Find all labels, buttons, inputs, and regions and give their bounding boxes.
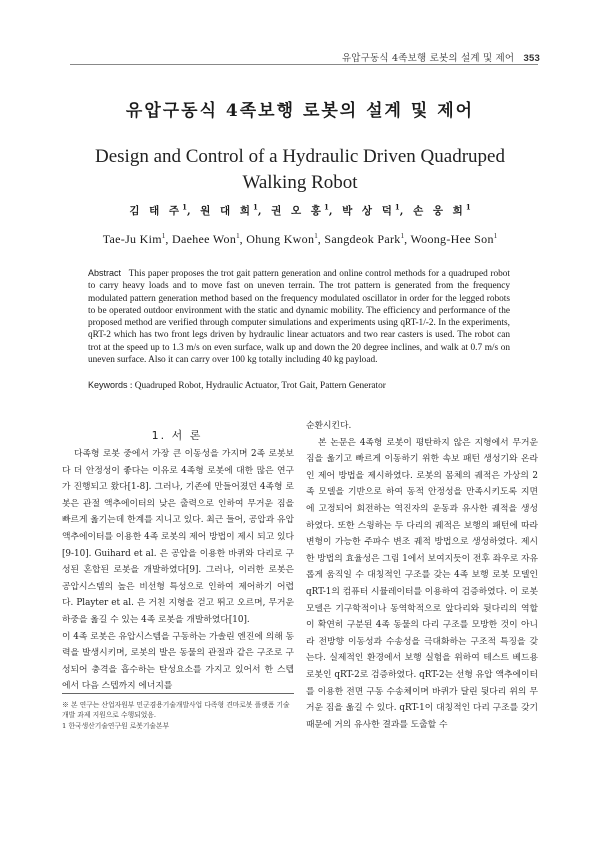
author-affiliation-mark: 1 xyxy=(400,232,405,240)
footnote-funding: ※ 본 연구는 산업자원부 민군겸용기술개발사업 다족형 견마로봇 플랫폼 기술개발 과제 지원으로 수행되었음. xyxy=(62,701,290,719)
page-number: 353 xyxy=(523,53,540,64)
keywords-text: Quadruped Robot, Hydraulic Actuator, Trot Gait, Pattern Generator xyxy=(134,381,386,391)
footnotes xyxy=(62,700,294,732)
author-affiliation-mark: 1 xyxy=(323,202,329,212)
author-name: 김 태 주 xyxy=(129,205,183,217)
abstract xyxy=(88,267,510,366)
author-affiliation-mark: 1 xyxy=(314,232,318,240)
keywords-label: Keywords xyxy=(88,380,128,390)
paragraph: 본 논문은 4족형 로봇이 평탄하지 않은 지형에서 무거운 짐을 옮기고 빠르게 이동하기 위한 속보 패턴 생성기와 온라인 제어 방법을 제시하였다. 로봇의 몸체의 궤적은 가상의 2족 모델을 기반으로 하여 동적 안정성을 만족시키도록 지면에 고정되어 회전하는 역진자의 운동과 유사한 궤적을 생성하였다. 또한 스윙하는 두 다리의 궤적은 보행의 패턴에 따라 변형이 가능한 주파수 변조 궤적 방법으로 생성하였다. 제시한 방법의 효율성은 그림 1에서 보여지듯이 전후 좌우로 자유롭게 움직일 수 대칭적인 구조를 갖는 4족 보행 로봇 모델인 qRT-1의 컴퓨터 시뮬레이터를 이용하여 검증하였다. 이 로봇 모델은 기구학적이나 동역학적으로 앞다리와 뒷다리의 역할이 확연히 구분된 4족 동물의 다리 구조를 모방한 것이 아니라 전방향 이동성과 수송성을 극대화하는 구조적 특징을 갖는다. 실제적인 환경에서 보행 실험을 위하여 테스트 베드용 로봇인 qRT-2로 검증하였다. qRT-2는 선형 유압 액추에이터를 이용한 전면 구동 수송체이며 바퀴가 달린 뒷다리 위의 무거운 짐을 옮길 수 있다. qRT-1이 대칭적인 다리 구조를 갖기 때문에 거의 유사한 결과를 도출할 수 xyxy=(306,437,538,730)
footnote-rule xyxy=(62,693,294,694)
running-head xyxy=(342,50,540,64)
keywords: Keywords : Quadruped Robot, Hydraulic Actuator, Trot Gait, Pattern Generator xyxy=(88,380,386,391)
body-right-column xyxy=(306,418,538,733)
author-name: Woong-Hee Son xyxy=(410,232,494,246)
author-name: 손 웅 희 xyxy=(413,205,466,217)
header-rule xyxy=(70,64,538,65)
footnote-affiliation: 1 한국생산기술연구원 로봇기술본부 xyxy=(62,722,170,730)
author-name: Daehee Won xyxy=(172,232,237,246)
title-korean: 유압구동식 4족보행 로봇의 설계 및 제어 xyxy=(125,101,475,121)
body-left-column xyxy=(62,446,294,695)
author-affiliation-mark: 1 xyxy=(161,232,166,240)
author-name: Tae-Ju Kim xyxy=(102,232,162,246)
author-affiliation-mark: 1 xyxy=(236,232,240,240)
author-name: 박 상 덕 xyxy=(342,205,395,217)
section-heading-introduction: 1. 서 론 xyxy=(151,429,203,442)
running-title: 유압구동식 4족보행 로봇의 설계 및 제어 xyxy=(341,53,515,64)
authors-korean: 김 태 주$^1$, 원 대 희$^1$, 권 오 홍$^1$, 박 상 덕$^1$, 손 웅 희$^1$ xyxy=(129,202,471,217)
abstract-label: Abstract xyxy=(88,268,122,278)
author-name: Ohung Kwon xyxy=(246,232,315,246)
paragraph: 이 4족 로봇은 유압시스템을 구동하는 가솔린 엔진에 의해 동력을 발생시키며, 로봇의 발은 동물의 관절과 같은 구조로 구성되어 충격을 흡수하는 탄성요소를 가지고 있어서 한 스텝에서 다음 스텝까지 에너지를 xyxy=(62,631,294,692)
author-affiliation-mark: 1 xyxy=(182,202,187,212)
title-english: Design and Control of a Hydraulic Driven Quadruped Walking Robot xyxy=(95,146,505,193)
authors-english: Tae-Ju Kim$^1$, Daehee Won$^1$, Ohung Kwon$^1$, Sangdeok Park$^1$, Woong-Hee Son$^1$ xyxy=(102,232,498,246)
paragraph: 다족형 로봇 중에서 가장 큰 이동성을 가지며 2족 로봇보다 더 안정성이 좋다는 이유로 4족형 로봇에 대한 많은 연구가 진행되고 왔다[1-8]. 그러나, 기존에 만들어졌던 4족형 로봇은 관절 액추에이터의 낮은 출력으로 인하여 무거운 짐을 빠르게 옮기는데 한계를 지니고 있다. 최근 들어, 공압과 유압 액추에이터를 이용한 4족 로봇의 제어 방법이 제시 되고 있다[9-10]. Guihard et al. 은 공압을 이용한 바퀴와 다리로 구성된 혼합된 로봇을 개발하였다[9]. 그러나, 이러한 로봇은 공압시스템의 높은 비선형 특성으로 인하여 제어하기 어렵다. Playter et al. 은 거친 지형을 걷고 뛰고 오르며, 무거운 하중을 옮길 수 있는 4족 로봇을 개발하였다[10]. xyxy=(62,449,294,625)
author-name: 원 대 희 xyxy=(200,205,253,217)
author-affiliation-mark: 1 xyxy=(394,202,400,212)
author-affiliation-mark: 1 xyxy=(253,202,258,212)
author-affiliation-mark: 1 xyxy=(493,232,498,240)
author-name: Sangdeok Park xyxy=(324,232,401,246)
paragraph: 순환시킨다. xyxy=(306,421,352,431)
author-affiliation-mark: 1 xyxy=(465,202,471,212)
abstract-text: This paper proposes the trot gait pattern generation and online control methods for a quadruped robot to carry heavy loads and to move fast on uneven terrain. The trot pattern is generated from the frequency modulated pattern generation method based on the frequency modulated oscillator in order for the legged robots to be operated outdoor environment with the static and dynamic mobility. The efficiency and performance of the proposed method are verified through computer simulations and experiments using qRT-1/-2. In the experiments, qRT-2 which has two front legs driven by hydraulic linear actuators and two rear casters is used. The robot can trot at the speed up to 1.3 m/s on even surface, walk up and down the 20 degree inclines, and walk at 0.7 m/s on uneven surface. Also it can carry over 100 kg totally including 40 kg payload. xyxy=(88,269,510,366)
author-name: 권 오 홍 xyxy=(271,205,324,217)
